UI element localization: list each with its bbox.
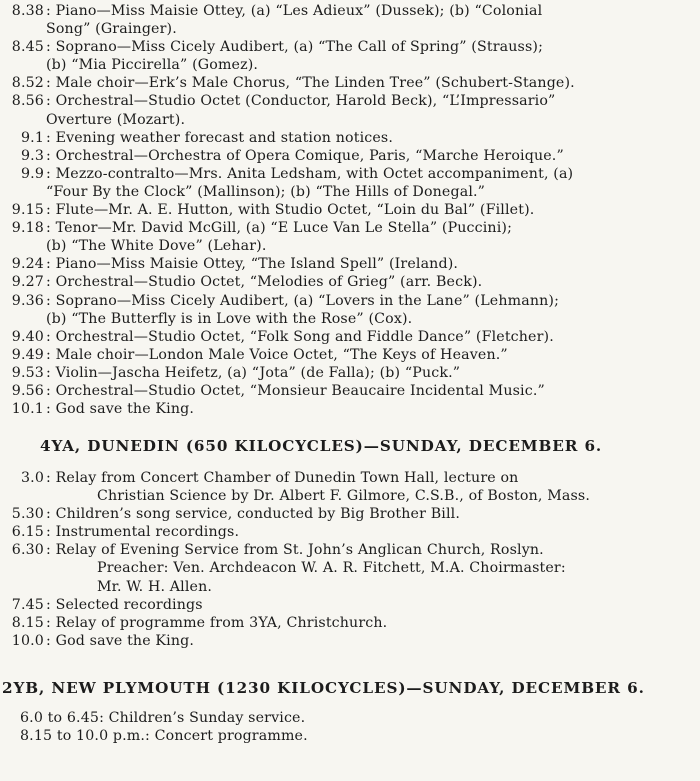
entry-text: : Orchestral—Studio Octet, “Folk Song and Fiddle Dance” (Fletcher). — [46, 328, 554, 345]
programme-entry — [0, 38, 700, 56]
entry-text: : Male choir—London Male Voice Octet, “The Keys of Heaven.” — [46, 346, 508, 363]
programme-entry — [0, 596, 700, 614]
entry-time: 9.1 — [20, 129, 44, 146]
entry-text: Preacher: Ven. Archdeacon W. A. R. Fitchett, M.A. Choirmaster: — [97, 560, 566, 577]
entry-text: : Relay of programme from 3YA, Christchurch. — [46, 614, 388, 631]
entry-text: : Mezzo-contralto—Mrs. Anita Ledsham, with Octet accompaniment, (a) — [46, 165, 574, 182]
programme-entry — [0, 255, 700, 273]
station-heading-4ya-dunedin: 4YA, DUNEDIN (650 KILOCYCLES)—SUNDAY, DECEMBER 6. — [40, 437, 603, 455]
entry-text: (b) “Mia Piccirella” (Gomez). — [46, 57, 259, 74]
entry-text: Christian Science by Dr. Albert F. Gilmore, C.S.B., of Boston, Mass. — [97, 488, 590, 505]
entry-text: : Soprano—Miss Cicely Audibert, (a) “The Call of Spring” (Strauss); — [46, 39, 544, 56]
entry-time: 8.38 — [11, 3, 44, 19]
entry-text: : Orchestral—Orchestra of Opera Comique, Paris, “Marche Heroique.” — [46, 147, 564, 164]
entry-time: 9.3 — [20, 147, 44, 164]
programme-entry — [0, 74, 700, 92]
entry-text: : Children’s song service, conducted by Big Brother Bill. — [46, 506, 460, 523]
programme-list-2yb-new-plymouth — [0, 709, 700, 745]
programme-entry — [0, 328, 700, 346]
entry-time: 7.45 — [11, 596, 44, 613]
entry-text: : Relay of Evening Service from St. John’s Anglican Church, Roslyn. — [46, 542, 544, 559]
entry-text: : Relay from Concert Chamber of Dunedin Town Hall, lecture on — [46, 470, 519, 486]
entry-time: 6.30 — [11, 542, 44, 559]
programme-entry — [0, 632, 700, 650]
entry-text: 6.0 to 6.45: Children’s Sunday service. — [20, 710, 306, 726]
programme-entry — [0, 505, 700, 523]
entry-text: : Violin—Jascha Heifetz, (a) “Jota” (de Falla); (b) “Puck.” — [46, 364, 461, 381]
programme-entry — [0, 92, 700, 110]
entry-time: 9.53 — [11, 364, 44, 381]
entry-text: : Piano—Miss Maisie Ottey, (a) “Les Adieux” (Dussek); (b) “Colonial — [46, 3, 543, 19]
programme-entry-continuation — [0, 578, 700, 596]
programme-list-3ya-evening — [0, 2, 700, 418]
entry-text: Mr. W. H. Allen. — [97, 578, 213, 595]
entry-time: 8.15 — [11, 614, 44, 631]
programme-entry-continuation — [0, 727, 700, 745]
entry-text: : Soprano—Miss Cicely Audibert, (a) “Lovers in the Lane” (Lehmann); — [46, 292, 560, 309]
entry-time: 9.36 — [11, 292, 44, 309]
entry-text: : Flute—Mr. A. E. Hutton, with Studio Octet, “Loin du Bal” (Fillet). — [46, 202, 535, 219]
programme-entry — [0, 541, 700, 559]
entry-text: : Tenor—Mr. David McGill, (a) “E Luce Van Le Stella” (Puccini); — [46, 220, 513, 237]
programme-entry-continuation — [0, 310, 700, 328]
entry-text: (b) “The White Dove” (Lehar). — [46, 238, 267, 255]
programme-entry — [0, 2, 700, 20]
entry-text: : Male choir—Erk’s Male Chorus, “The Linden Tree” (Schubert-Stange). — [46, 75, 575, 92]
programme-entry — [0, 219, 700, 237]
entry-time: 8.56 — [11, 93, 44, 110]
programme-entry-continuation — [0, 20, 700, 38]
programme-entry-continuation — [0, 487, 700, 505]
entry-text: : Orchestral—Studio Octet, “Monsieur Beaucaire Incidental Music.” — [46, 382, 545, 399]
entry-time: 5.30 — [11, 506, 44, 523]
programme-entry-continuation — [0, 559, 700, 577]
programme-entry — [0, 400, 700, 418]
entry-time: 6.15 — [11, 524, 44, 541]
entry-text: : Instrumental recordings. — [46, 524, 240, 541]
programme-entry — [0, 292, 700, 310]
entry-text: : Evening weather forecast and station notices. — [46, 129, 394, 146]
entry-time: 9.18 — [11, 220, 44, 237]
programme-entry — [0, 364, 700, 382]
entry-text: : God save the King. — [46, 632, 195, 649]
entry-time: 9.9 — [20, 165, 44, 182]
programme-entry — [0, 382, 700, 400]
entry-time: 8.52 — [11, 75, 44, 92]
entry-text: Song” (Grainger). — [46, 21, 177, 38]
entry-time: 9.40 — [11, 328, 44, 345]
programme-entry — [0, 346, 700, 364]
programme-entry — [0, 469, 700, 487]
programme-list-4ya-dunedin — [0, 469, 700, 650]
entry-text: 8.15 to 10.0 p.m.: Concert programme. — [20, 728, 308, 745]
programme-entry — [0, 523, 700, 541]
entry-text: “Four By the Clock” (Mallinson); (b) “The Hills of Donegal.” — [46, 183, 486, 200]
programme-entry-continuation — [0, 111, 700, 129]
entry-text: : Selected recordings — [46, 596, 203, 613]
entry-text: : Orchestral—Studio Octet (Conductor, Harold Beck), “L’Impressario” — [46, 93, 556, 110]
entry-time: 10.1 — [11, 401, 44, 418]
entry-text: Overture (Mozart). — [46, 111, 186, 128]
programme-entry — [0, 201, 700, 219]
entry-time: 10.0 — [11, 632, 44, 649]
programme-entry — [0, 165, 700, 183]
programme-entry-continuation — [0, 709, 700, 727]
entry-time: 9.56 — [11, 382, 44, 399]
programme-entry — [0, 129, 700, 147]
programme-entry — [0, 614, 700, 632]
entry-time: 9.15 — [11, 202, 44, 219]
programme-entry-continuation — [0, 237, 700, 255]
entry-time: 3.0 — [20, 470, 44, 486]
entry-time: 9.24 — [11, 256, 44, 273]
programme-entry — [0, 147, 700, 165]
entry-text: : God save the King. — [46, 401, 195, 418]
entry-text: : Orchestral—Studio Octet, “Melodies of Grieg” (arr. Beck). — [46, 274, 483, 291]
entry-text: : Piano—Miss Maisie Ottey, “The Island Spell” (Ireland). — [46, 256, 459, 273]
programme-entry — [0, 273, 700, 291]
entry-text: (b) “The Butterfly is in Love with the Rose” (Cox). — [46, 310, 413, 327]
programme-entry-continuation — [0, 56, 700, 74]
entry-time: 9.49 — [11, 346, 44, 363]
entry-time: 9.27 — [11, 274, 44, 291]
entry-time: 8.45 — [11, 39, 44, 56]
programme-entry-continuation — [0, 183, 700, 201]
station-heading-2yb-new-plymouth: 2YB, NEW PLYMOUTH (1230 KILOCYCLES)—SUNDAY, DECEMBER 6. — [2, 679, 645, 697]
